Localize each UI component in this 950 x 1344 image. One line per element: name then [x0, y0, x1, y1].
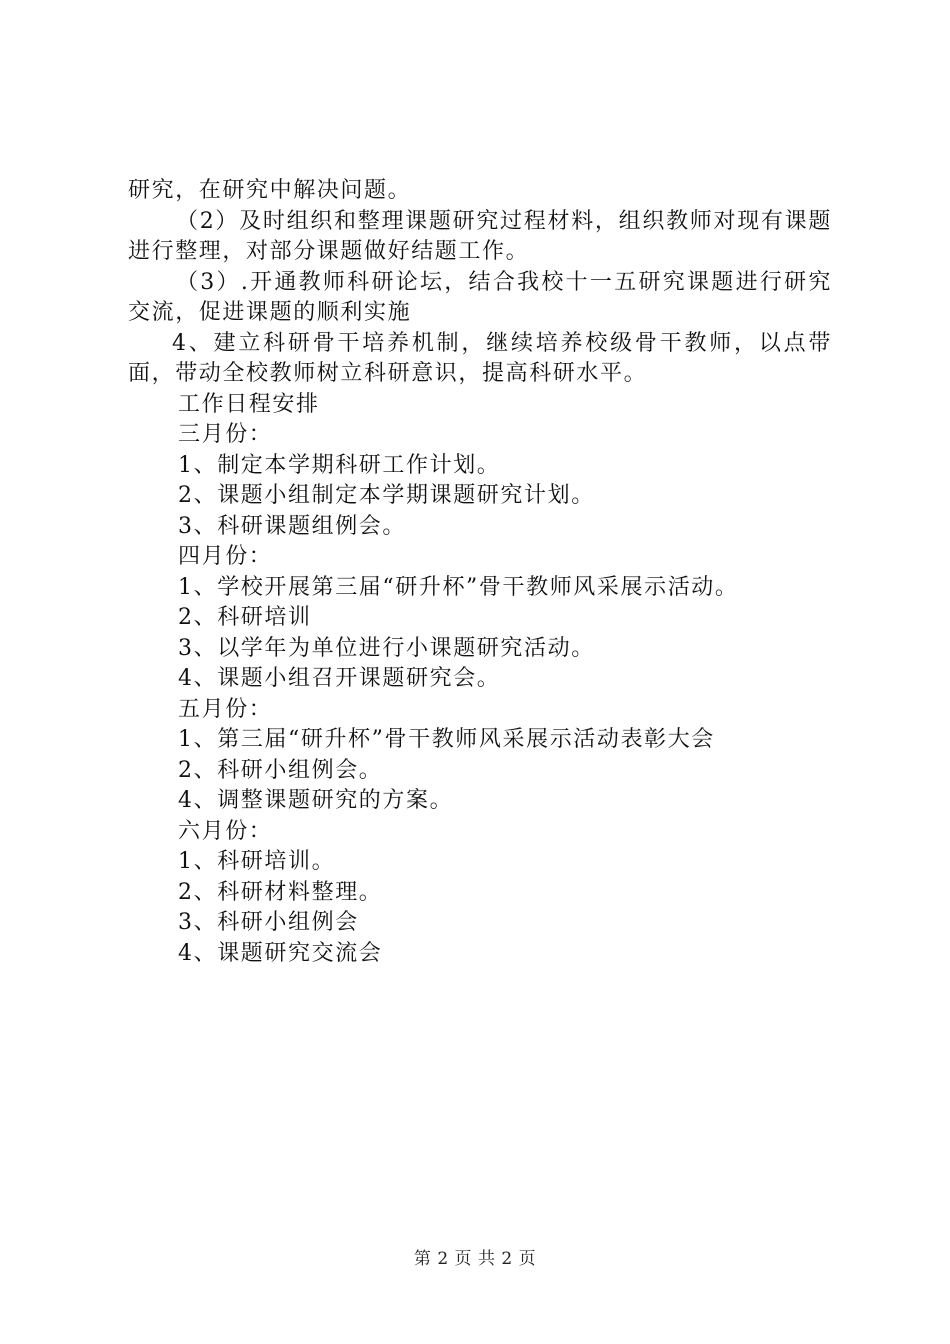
month-label-march: 三月份： — [178, 422, 273, 447]
list-item: 1、学校开展第三届“研升杯”骨干教师风采展示活动。 — [178, 574, 739, 600]
month-label-may: 五月份： — [178, 696, 273, 722]
page-number-footer: 第 2 页 共 2 页 — [413, 1249, 537, 1269]
paragraph-continuation: 研究，在研究中解决问题。 — [128, 178, 412, 203]
list-item: 4、课题研究交流会 — [178, 940, 383, 966]
list-item: 1、第三届“研升杯”骨干教师风采展示活动表彰大会 — [178, 727, 715, 752]
list-item: 1、科研培训。 — [178, 849, 336, 874]
list-item: 2、科研培训 — [178, 605, 312, 630]
schedule-title: 工作日程安排 — [178, 391, 320, 417]
paragraph-item-2: （2）及时组织和整理课题研究过程材料，组织教师对现有课题进行整理，对部分课题做好结题工作。 — [128, 208, 832, 264]
list-item: 1、制定本学期科研工作计划。 — [178, 452, 501, 478]
list-item: 2、课题小组制定本学期课题研究计划。 — [178, 483, 595, 508]
list-item: 3、科研课题组例会。 — [178, 513, 406, 539]
document-body — [128, 176, 832, 969]
list-item: 3、以学年为单位进行小课题研究活动。 — [178, 635, 595, 661]
list-item: 4、课题小组召开课题研究会。 — [178, 666, 501, 691]
month-label-june: 六月份： — [178, 818, 273, 844]
list-item: 4、调整课题研究的方案。 — [178, 788, 454, 813]
paragraph-item-3: （3）.开通教师科研论坛，结合我校十一五研究课题进行研究交流，促进课题的顺利实施 — [128, 269, 832, 325]
list-item: 3、科研小组例会 — [178, 910, 359, 935]
list-item: 2、科研材料整理。 — [178, 879, 383, 905]
list-item: 2、科研小组例会。 — [178, 757, 383, 783]
paragraph-item-4: 4、建立科研骨干培养机制，继续培养校级骨干教师，以点带面，带动全校教师树立科研意识，提高科研水平。 — [128, 330, 832, 386]
month-label-april: 四月份： — [178, 544, 273, 569]
